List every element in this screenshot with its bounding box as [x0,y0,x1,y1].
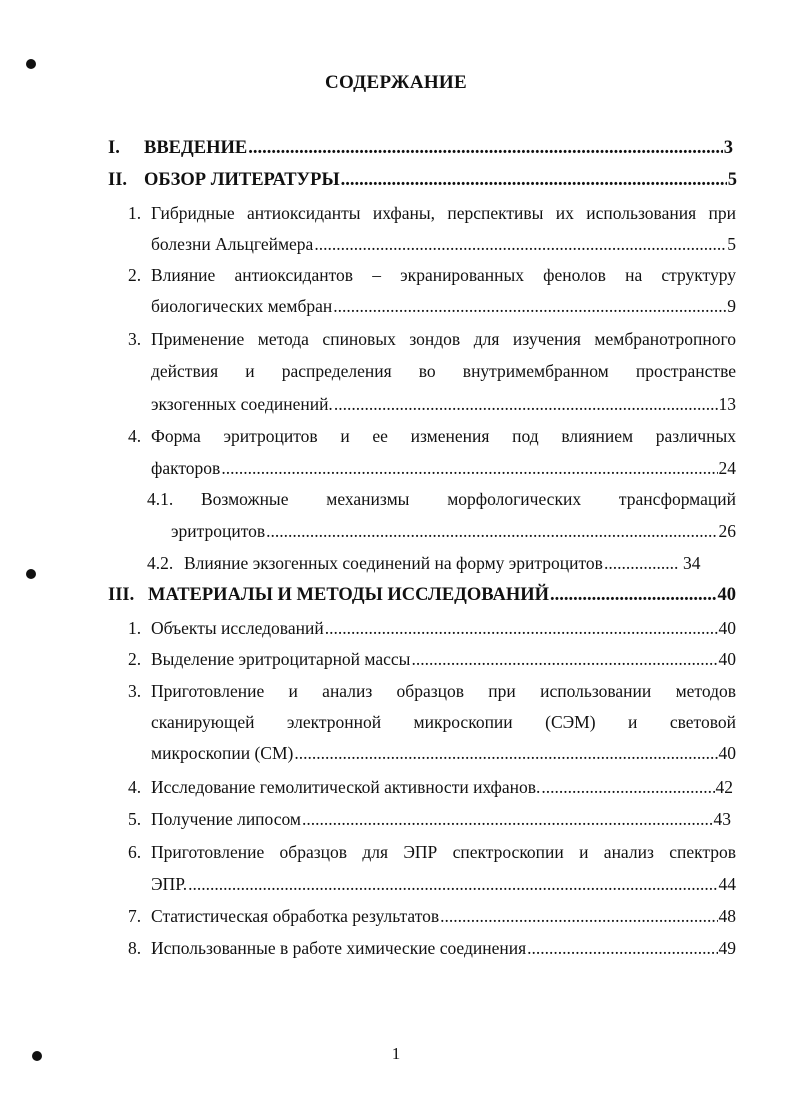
toc-leader [294,742,717,764]
toc-section-title: ОБЗОР ЛИТЕРАТУРЫ [144,170,340,190]
toc-leader [604,552,678,574]
toc-entry-last-line[interactable] [151,776,733,798]
page-number: 1 [391,1044,401,1063]
toc-entry-last-line[interactable] [151,937,736,959]
toc-section-number: I. [108,138,120,158]
toc-leader [248,137,723,159]
toc-leader [541,776,714,798]
toc-entry-text: биологических мембран [151,296,333,316]
toc-entry-text: Выделение эритроцитарной массы [151,649,411,669]
toc-entry-line[interactable]: Влияние антиоксидантов – экранированных фенолов на структуру [151,265,736,285]
toc-page-number: 49 [718,938,736,958]
toc-leader [333,295,726,317]
toc-entry-last-line[interactable] [151,393,736,415]
toc-entry-number: 7. [128,906,142,926]
toc-page-number: 5 [727,170,737,190]
toc-entry-last-line[interactable] [151,873,736,895]
toc-section-3[interactable] [108,584,736,606]
toc-entry-number: 4.1. [147,489,174,509]
toc-entry-line[interactable]: Возможные механизмы морфологических трансформаций [201,489,736,509]
toc-section-2[interactable] [108,169,737,191]
toc-section-title: ВВЕДЕНИЕ [144,138,248,158]
toc-section-1[interactable] [108,137,733,159]
toc-page-number: 24 [718,458,736,478]
toc-section-number: II. [108,170,128,190]
toc-page-number: 42 [715,777,733,797]
binder-hole-middle [26,569,36,579]
toc-entry-last-line[interactable] [151,457,736,479]
toc-entry-number: 3. [128,681,142,701]
toc-entry-number: 2. [128,265,142,285]
toc-page-number: 44 [718,874,736,894]
toc-entry-line[interactable]: Форма эритроцитов и ее изменения под влиянием различных [151,426,736,446]
toc-page-number: 40 [717,585,736,605]
toc-page-number: 43 [713,809,731,829]
toc-entry-number: 6. [128,842,142,862]
toc-entry-text: Статистическая обработка результатов [151,906,440,926]
toc-page-number: 13 [718,394,736,414]
toc-leader [527,937,717,959]
toc-entry-last-line[interactable] [151,233,736,255]
toc-leader [341,169,727,191]
toc-leader [302,808,713,830]
toc-leader [266,520,717,542]
toc-section-number: III. [108,585,135,605]
toc-entry-number: 2. [128,649,142,669]
toc-entry-text: микроскопии (СМ) [151,743,294,763]
toc-entry-line[interactable]: Применение метода спиновых зондов для изучения мембранотропного [151,329,736,349]
toc-entry-text: Получение липосом [151,809,301,829]
toc-entry-number: 5. [128,809,142,829]
toc-entry-last-line[interactable] [151,648,736,670]
toc-page-number: 34 [682,553,701,573]
toc-leader [550,584,717,606]
toc-page-number: 40 [718,618,736,638]
toc-leader [334,393,718,415]
toc-leader [188,873,717,895]
toc-entry-last-line[interactable] [151,742,736,764]
toc-page-number: 5 [727,234,736,254]
toc-section-title: МАТЕРИАЛЫ И МЕТОДЫ ИССЛЕДОВАНИЙ [148,585,549,605]
toc-entry-text: эритроцитов [171,521,266,541]
toc-leader [314,233,726,255]
toc-page-number: 40 [718,743,736,763]
toc-entry-last-line[interactable] [171,520,736,542]
toc-entry-text: Объекты исследований [151,618,324,638]
toc-page-number: 48 [718,906,736,926]
toc-entry-text: ЭПР. [151,874,188,894]
toc-entry-text: экзогенных соединений. [151,394,333,414]
toc-entry-line[interactable]: Приготовление образцов для ЭПР спектроскопии и анализ спектров [151,842,736,862]
toc-leader [440,905,717,927]
toc-leader [411,648,717,670]
toc-entry-last-line[interactable] [151,295,736,317]
toc-entry-last-line[interactable] [151,905,736,927]
toc-page-number: 40 [718,649,736,669]
toc-entry-number: 8. [128,938,142,958]
toc-entry-text: болезни Альцгеймера [151,234,314,254]
toc-entry-text: Исследование гемолитической активности ихфанов. [151,777,541,797]
toc-leader [325,617,718,639]
toc-entry-line[interactable]: Гибридные антиоксиданты ихфаны, перспективы их использования при [151,203,736,223]
toc-entry-last-line[interactable] [184,552,736,574]
toc-entry-number: 3. [128,329,142,349]
toc-entry-last-line[interactable] [151,617,736,639]
toc-entry-line[interactable]: Приготовление и анализ образцов при использовании методов [151,681,736,701]
toc-entry-last-line[interactable] [151,808,731,830]
page-title: СОДЕРЖАНИЕ [325,72,467,93]
toc-entry-number: 4. [128,777,142,797]
toc-entry-number: 4. [128,426,142,446]
toc-entry-text: Влияние экзогенных соединений на форму эритроцитов [184,553,603,573]
toc-leader [221,457,717,479]
toc-entry-text: Использованные в работе химические соединения [151,938,527,958]
toc-entry-line[interactable]: сканирующей электронной микроскопии (СЭМ) и световой [151,712,736,732]
toc-entry-number: 1. [128,618,142,638]
toc-page-number: 26 [718,521,736,541]
toc-entry-number: 4.2. [147,553,174,573]
toc-entry-text: факторов [151,458,221,478]
toc-entry-line[interactable]: действия и распределения во внутримембранном пространстве [151,361,736,381]
binder-hole-top [26,59,36,69]
toc-page-number: 9 [727,296,736,316]
toc-entry-number: 1. [128,203,142,223]
toc-page-number: 3 [723,138,733,158]
